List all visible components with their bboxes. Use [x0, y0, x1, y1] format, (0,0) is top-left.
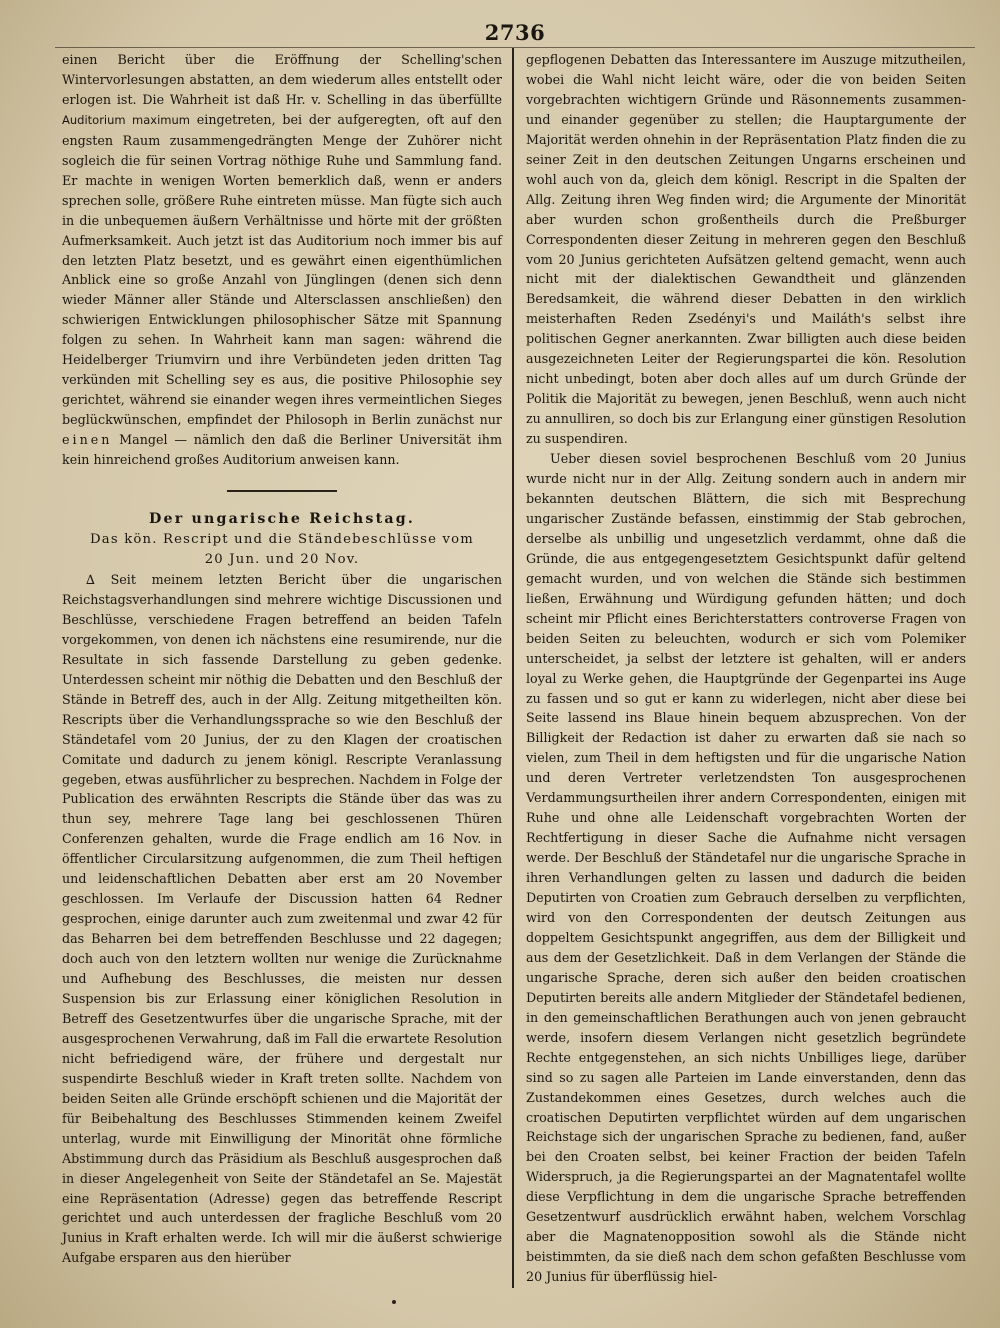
subheadline-line-1: Das kön. Rescript und die Ständebeschlüsse vom — [90, 531, 474, 547]
latin-phrase: Auditorium maximum — [62, 112, 190, 127]
page-number: 2736 — [484, 20, 546, 45]
column-divider — [512, 48, 514, 1288]
schelling-report-paragraph — [62, 50, 502, 470]
decision-paragraph: Ueber diesen soviel besprochenen Beschluß vom 20 Junius wurde nicht nur in der Allg. Zeitung sondern auch in andern mir bekannten deutschen Blättern, die sich mit Besprechung ungarischer Zustände befassen, einstimmig der Stab gebrochen, derselbe als unbillig und ungesetzlich verdammt, ohne daß die Gründe, die aus entgegengesetztem Gesichtspunkt dafür geltend gemacht wurden, und von welchen die Stände sich bestimmen ließen, Erwähnung und Würdigung gefunden hätten; und doch scheint mir Pflicht eines Berichterstatters controverse Fragen von beiden Seiten zu beleuchten, wodurch er sich vom Polemiker unterscheidet, ja selbst der letztere ist gehalten, will er anders loyal zu Werke gehen, die Hauptgründe der Gegenpartei ins Auge zu fassen und so gut er kann zu widerlegen, nicht aber diese bei Seite lassend ins Blaue hinein bequem abzusprechen. Von der Billigkeit der Redaction ist daher zu erwarten daß sie nach so vielen, zum Theil in dem heftigsten und für die ungarische Nation und deren Vertreter verletzendsten Ton ausgesprochenen Verdammungsurtheilen ihrer andern Correspondenten, einigen mit Ruhe und ohne alle Leidenschaft vorgebrachten Worten der Rechtfertigung in dieser Sache die Aufnahme nicht versagen werde. Der Beschluß der Ständetafel nur die ungarische Sprache in ihren Verhandlungen gelten zu lassen und dadurch die beiden Deputirten von Croatien zum Gebrauch derselben zu verpflichten, wird von den Correspondenten der deutsch Zeitungen aus doppeltem Gesichtspunkt angegriffen, aus dem der Billigkeit und aus dem der Gesetzlichkeit. Daß in dem Verlangen der Stände die ungarische Sprache, deren sich außer den beiden croatischen Deputirten bereits alle andern Mitglieder der Ständetafel bedienen, in den gemeinschaftlichen Berathungen auch von jenen gebraucht werde, insofern diesem Verlangen nicht gesetzlich begründete Rechte entgegenstehen, an sich nichts Unbilliges liege, darüber sind so zu sagen alle Parteien im Lande einverstanden, denn das Zustandekommen eines Gesetzes, durch welches auch die croatischen Deputirten verpflichtet würden auf dem ungarischen Reichstage sich der ungarischen Sprache zu bedienen, fand, außer bei den Croaten selbst, bei keiner Fraction der beiden Tafeln Widerspruch, ja die Regierungspartei an der Magnatentafel wollte diese Verpflichtung in dem die ungarische Sprache betreffenden Gesetzentwurf ausdrücklich erwähnt haben, welchem Vorschlag aber die Magnatenopposition sowohl als die Stände nicht beistimmten, da sie dieß nach dem schon gefaßten Beschlusse vom 20 Junius für überflüssig hiel- — [526, 451, 966, 1285]
print-mark — [392, 1300, 396, 1304]
paragraph-text: Mangel — nämlich den daß die Berliner Universität ihm kein hinreichend großes Auditorium anweisen kann. — [62, 432, 502, 468]
reichstag-report-paragraph — [62, 570, 502, 1268]
paragraph-text: einen Bericht über die Eröffnung der Schelling'schen Wintervorlesungen abstatten, an dem wiederum alles entstellt oder erlogen ist. Die Wahrheit ist daß Hr. v. Schelling in das überfüllte — [62, 52, 502, 107]
correspondent-sign: ∆ — [86, 571, 95, 587]
header-rule — [55, 47, 975, 48]
article-headline: Der ungarische Reichstag. — [148, 511, 415, 528]
debate-paragraph: gepflogenen Debatten das Interessantere im Auszuge mitzutheilen, wobei die Wahl nicht leicht wäre, oder die von beiden Seiten vorgebrachten wichtigern Gründe und Räsonnements zusammen- und einander gegenüber zu stellen; die Hauptargumente der Majorität werden ohnehin in der Repräsentation Platz finden die zu seiner Zeit in den deutschen Zeitungen Ungarns erscheinen und wohl auch von da, gleich dem königl. Rescript in die Spalten der Allg. Zeitung ihren Weg finden wird; die Argumente der Minorität aber wurden schon großentheils durch die Preßburger Correspondenten dieser Zeitung in mehreren gegen den Beschluß vom 20 Junius gerichteten Aufsätzen geltend gemacht, wenn auch nicht mit der dialektischen Gewandtheit und glänzenden Beredsamkeit, die während dieser Debatten in den wirklich meisterhaften Reden Zsedényi's und Mailáth's selbst ihre politischen Gegner anerkannten. Zwar billigten auch diese beiden ausgezeichneten Leiter der Regierungspartei die kön. Resolution nicht unbedingt, boten aber doch alles auf um durch Gründe der Politik die Majorität zu bewegen, jenen Beschluß, wenn auch nicht zu annulliren, so doch bis zur Erlangung einer günstigen Resolution zu suspendiren. — [526, 52, 966, 447]
right-column — [526, 50, 966, 1287]
section-separator — [227, 490, 337, 492]
paragraph-text: Seit meinem letzten Bericht über die ungarischen Reichstagsverhandlungen sind mehrere wichtige Discussionen und Beschlüsse, verschiedene Fragen betreffend an beiden Tafeln vorgekommen, von denen ich nächstens eine resumirende, nur die Resultate in sich fassende Darstellung zu geben gedenke. Unterdessen scheint mir nöthig die Debatten und den Beschluß der Stände in Betreff des, auch in der Allg. Zeitung mitgetheilten kön. Rescripts über die Verhandlungssprache so wie den Beschluß der Ständetafel vom 20 Junius, der zu den Klagen der croatischen Comitate und dadurch zu jenem königl. Rescripte Veranlassung gegeben, etwas ausführlicher zu besprechen. Nachdem in Folge der Publication des erwähnten Rescripts die Stände über das was zu thun sey, mehrere Tage lang bei geschlossenen Thüren Conferenzen gehalten, wurde die Frage endlich am 16 Nov. in öffentlicher Circularsitzung aufgenommen, die zum Theil heftigen und leidenschaftlichen Debatten aber erst am 20 November geschlossen. Im Verlaufe der Discussion hatten 64 Redner gesprochen, einige darunter auch zum zweitenmal und zwar 42 für das Beharren bei dem betreffenden Beschlusse und 22 dagegen; doch auch von den letztern wollten nur wenige die Zurücknahme und Aufhebung des Beschlusses, die meisten nur dessen Suspension bis zur Erlassung einer königlichen Resolution in Betreff des Gesetzentwurfes über die ungarische Sprache, mit der ausgesprochenen Verwahrung, daß im Fall die erwartete Resolution nicht befriedigend wäre, der frühere und dergestalt nur suspendirte Beschluß wieder in Kraft treten sollte. Nachdem von beiden Seiten alle Gründe erschöpft schienen und die Majorität der für Beibehaltung des Beschlusses Stimmenden keinem Zweifel unterlag, wurde mit Einwilligung der Minorität ohne förmliche Abstimmung durch das Präsidium als Beschluß ausgesprochen daß in dieser Angelegenheit von Seite der Ständetafel an Se. Majestät eine Repräsentation (Adresse) gegen das betreffende Rescript gerichtet und auch unterdessen der fragliche Beschluß vom 20 Junius in Kraft erhalten werde. Ich will mir die äußerst schwierige Aufgabe ersparen aus den hierüber — [62, 571, 502, 1266]
paragraph-text: eingetreten, bei der aufgeregten, oft auf den engsten Raum zusammengedrängten Menge der Zuhörer nicht sogleich die für seinen Vortrag nöthige Ruhe und Sammlung fand. Er machte in wenigen Worten bemerklich daß, wenn er anders sprechen solle, größere Ruhe eintreten müsse. Man fügte sich auch in die unbequemen äußern Verhältnisse und hörte mit der größten Aufmerksamkeit. Auch jetzt ist das Auditorium noch immer bis auf den letzten Platz besetzt, und es gewährt einen eigenthümlichen Anblick eine so große Anzahl von Jünglingen (denen sich denn wieder Männer aller Stände und Altersclassen anschließen) den schwierigen Entwicklungen philosophischer Sätze mit Spannung folgen zu sehen. In Wahrheit kann man sagen: während die Heidelberger Triumvirn und ihre Verbündeten jeden dritten Tag verkünden mit Schelling sey es aus, die positive Philosophie sey gerichtet, während sie einander wegen ihres vermeintlichen Sieges beglückwünschen, empfindet der Philosoph in Berlin zunächst nur — [62, 111, 502, 428]
article-subheadline — [62, 530, 502, 570]
emphasis-word: einen — [62, 432, 113, 448]
left-column — [62, 50, 502, 1268]
subheadline-line-2: 20 Jun. und 20 Nov. — [204, 551, 360, 567]
